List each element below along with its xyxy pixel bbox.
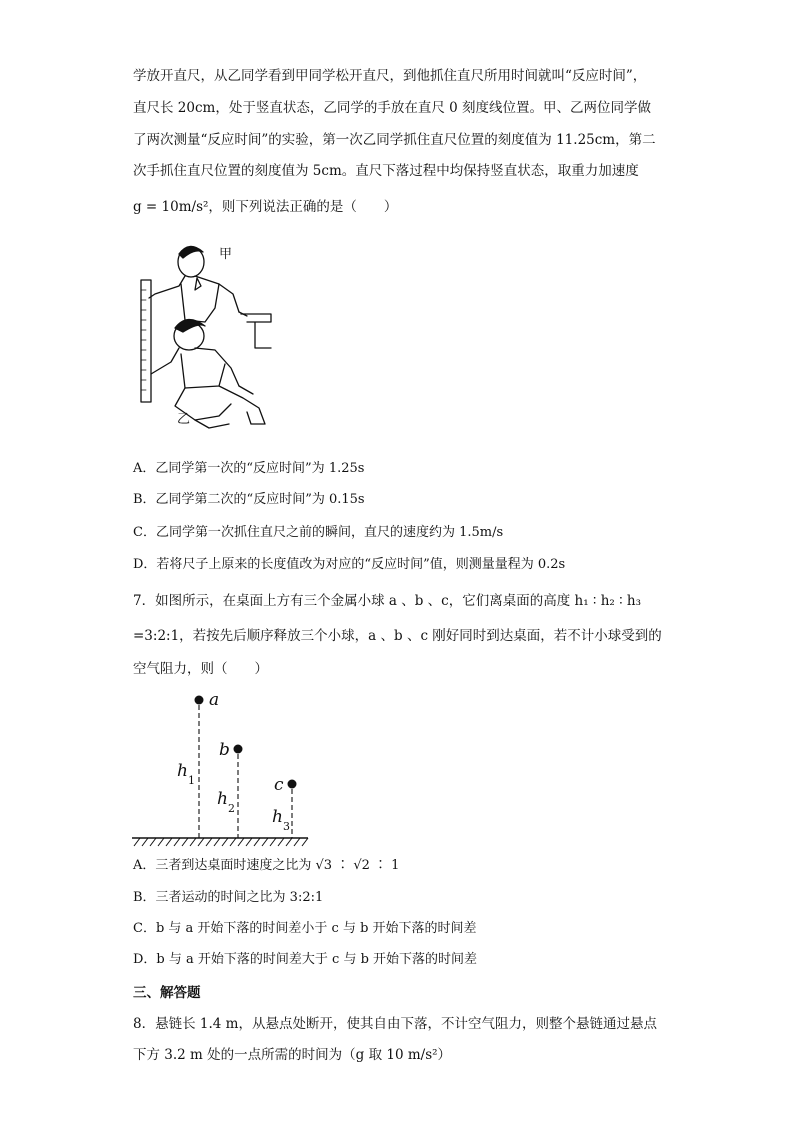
table (241, 314, 271, 348)
q7-line-1: 7．如图所示，在桌面上方有三个金属小球 a 、b 、c，它们离桌面的高度 h₁ ∶ h₂ ∶ h₃ (133, 593, 642, 609)
reaction-time-figure (135, 238, 285, 434)
q6-line-4: 次手抓住直尺位置的刻度值为 5cm。直尺下落过程中均保持竖直状态，取重力加速度 (133, 163, 639, 179)
ball-a (195, 696, 204, 705)
q6-line-2: 直尺长 20cm，处于竖直状态，乙同学的手放在直尺 0 刻度线位置。甲、乙两位同学做 (133, 100, 652, 116)
sub-3: 3 (283, 820, 290, 833)
ball-c (288, 780, 297, 789)
q7-option-c[interactable]: C．b 与 a 开始下落的时间差小于 c 与 b 开始下落的时间差 (133, 921, 477, 936)
q8-line-1: 8．悬链长 1.4 m，从悬点处断开，使其自由下落，不计空气阻力，则整个悬链通过悬点 (133, 1016, 657, 1032)
q7-option-d[interactable]: D．b 与 a 开始下落的时间差大于 c 与 b 开始下落的时间差 (133, 952, 478, 967)
three-balls-figure (130, 688, 312, 848)
q6-option-c[interactable]: C．乙同学第一次抓住直尺之前的瞬间，直尺的速度约为 1.5m/s (133, 525, 504, 540)
label-jia: 甲 (219, 247, 233, 262)
label-yi: 乙 (177, 412, 191, 427)
label-h3: h (272, 807, 283, 827)
q6-option-d[interactable]: D．若将尺子上原来的长度值改为对应的“反应时间”值，则测量量程为 0.2s (133, 557, 566, 572)
q7-line-2: =3:2:1，若按先后顺序释放三个小球，a 、b 、c 刚好同时到达桌面，若不计小球受到的 (133, 628, 662, 644)
q6-option-b[interactable]: B．乙同学第二次的“反应时间”为 0.15s (133, 492, 365, 507)
sub-2: 2 (228, 802, 235, 815)
q7-option-b[interactable]: B．三者运动的时间之比为 3:2:1 (133, 890, 324, 905)
q6-line-3: 了两次测量“反应时间”的实验，第一次乙同学抓住直尺位置的刻度值为 11.25cm，第二 (133, 132, 656, 148)
label-c: c (274, 775, 284, 795)
label-a: a (209, 690, 220, 710)
q6-line-5: g = 10m/s²，则下列说法正确的是（ ） (133, 199, 398, 215)
q6-option-a[interactable]: A．乙同学第一次的“反应时间”为 1.25s (133, 461, 365, 476)
q8-line-2: 下方 3.2 m 处的一点所需的时间为（g 取 10 m/s²） (133, 1047, 452, 1063)
q6-line-1: 学放开直尺，从乙同学看到甲同学松开直尺，到他抓住直尺所用时间就叫“反应时间”， (133, 68, 647, 84)
section-heading: 三、解答题 (133, 985, 201, 1001)
q7-line-3: 空气阻力，则（ ） (133, 661, 268, 677)
q7-option-a[interactable]: A．三者到达桌面时速度之比为 √3 ∶ √2 ∶ 1 (133, 858, 400, 873)
sub-1: 1 (188, 774, 195, 787)
label-h1: h (177, 761, 188, 781)
label-b: b (219, 740, 230, 760)
label-h2: h (217, 789, 228, 809)
ball-b (234, 745, 243, 754)
